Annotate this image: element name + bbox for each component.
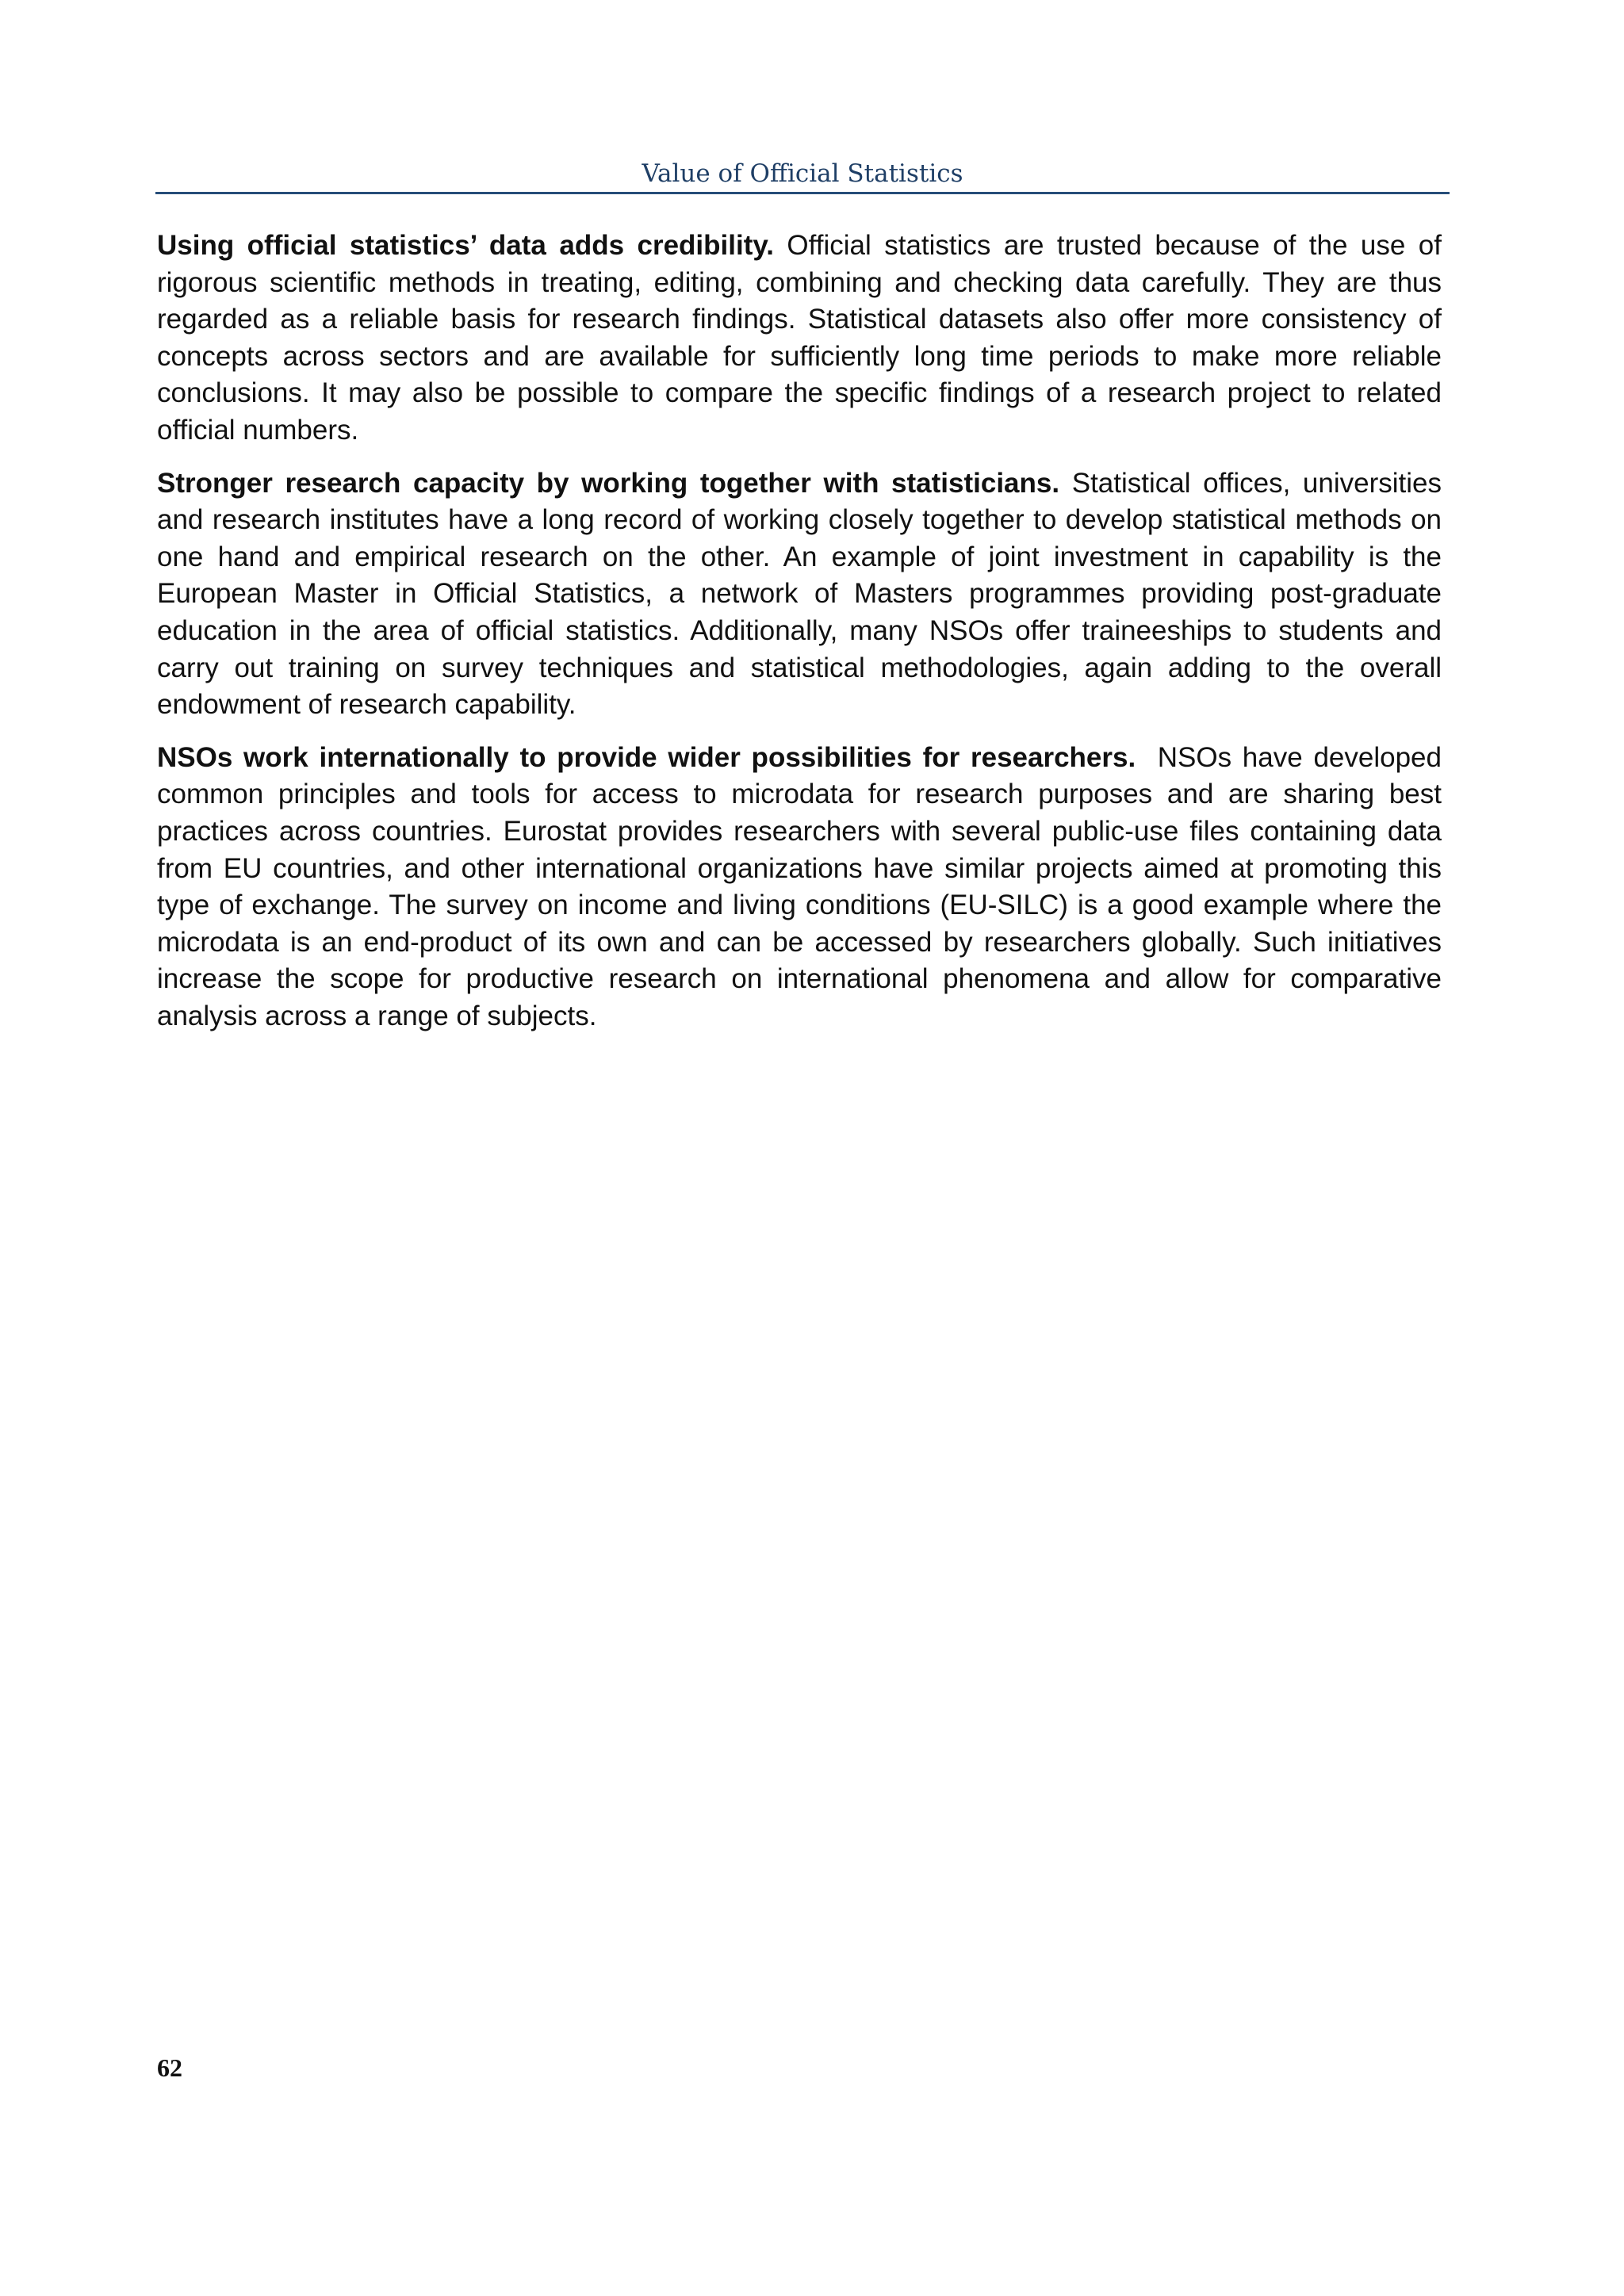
paragraph-lead: NSOs work internationally to provide wider possibilities for researchers. bbox=[157, 741, 1136, 773]
paragraph-text: NSOs have developed common principles and tools for access to microdata for research purposes and are sharing best practices across countries. Eurostat provides researchers with several public-use files containing data from EU countries, and other international organizations have similar projects aimed at promoting this type of exchange. The survey on income and living conditions (EU-SILC) is a good example where the microdata is an end-product of its own and can be accessed by researchers globally. Such initiatives increase the scope for productive research on international phenomena and allow for comparative analysis across a range of subjects. bbox=[157, 741, 1442, 1031]
paragraph-text: Official statistics are trusted because of the use of rigorous scientific methods in treating, editing, combining and checking data carefully. They are thus regarded as a reliable basis for research findings. Statistical datasets also offer more consistency of concepts across sectors and are available for sufficiently long time periods to make more reliable conclusions. It may also be possible to compare the specific findings of a research project to related official numbers. bbox=[157, 230, 1442, 446]
page-number: 62 bbox=[157, 2053, 182, 2082]
body-text bbox=[157, 228, 1442, 1050]
paragraph-lead: Using official statistics’ data adds credibility. bbox=[157, 230, 774, 261]
paragraph-text: Statistical offices, universities and research institutes have a long record of working closely together to develop statistical methods on one hand and empirical research on the other. An example of joint investment in capability is the European Master in Official Statistics, a network of Masters programmes providing post-graduate education in the area of official statistics. Additionally, many NSOs offer traineeships to students and carry out training on survey techniques and statistical methodologies, again adding to the overall endowment of research capability. bbox=[157, 467, 1442, 721]
running-header-title: Value of Official Statistics bbox=[155, 155, 1450, 194]
paragraph-research-capacity bbox=[157, 465, 1442, 724]
paragraph-international bbox=[157, 740, 1442, 1035]
paragraph-lead: Stronger research capacity by working together with statisticians. bbox=[157, 467, 1060, 499]
paragraph-credibility bbox=[157, 228, 1442, 450]
